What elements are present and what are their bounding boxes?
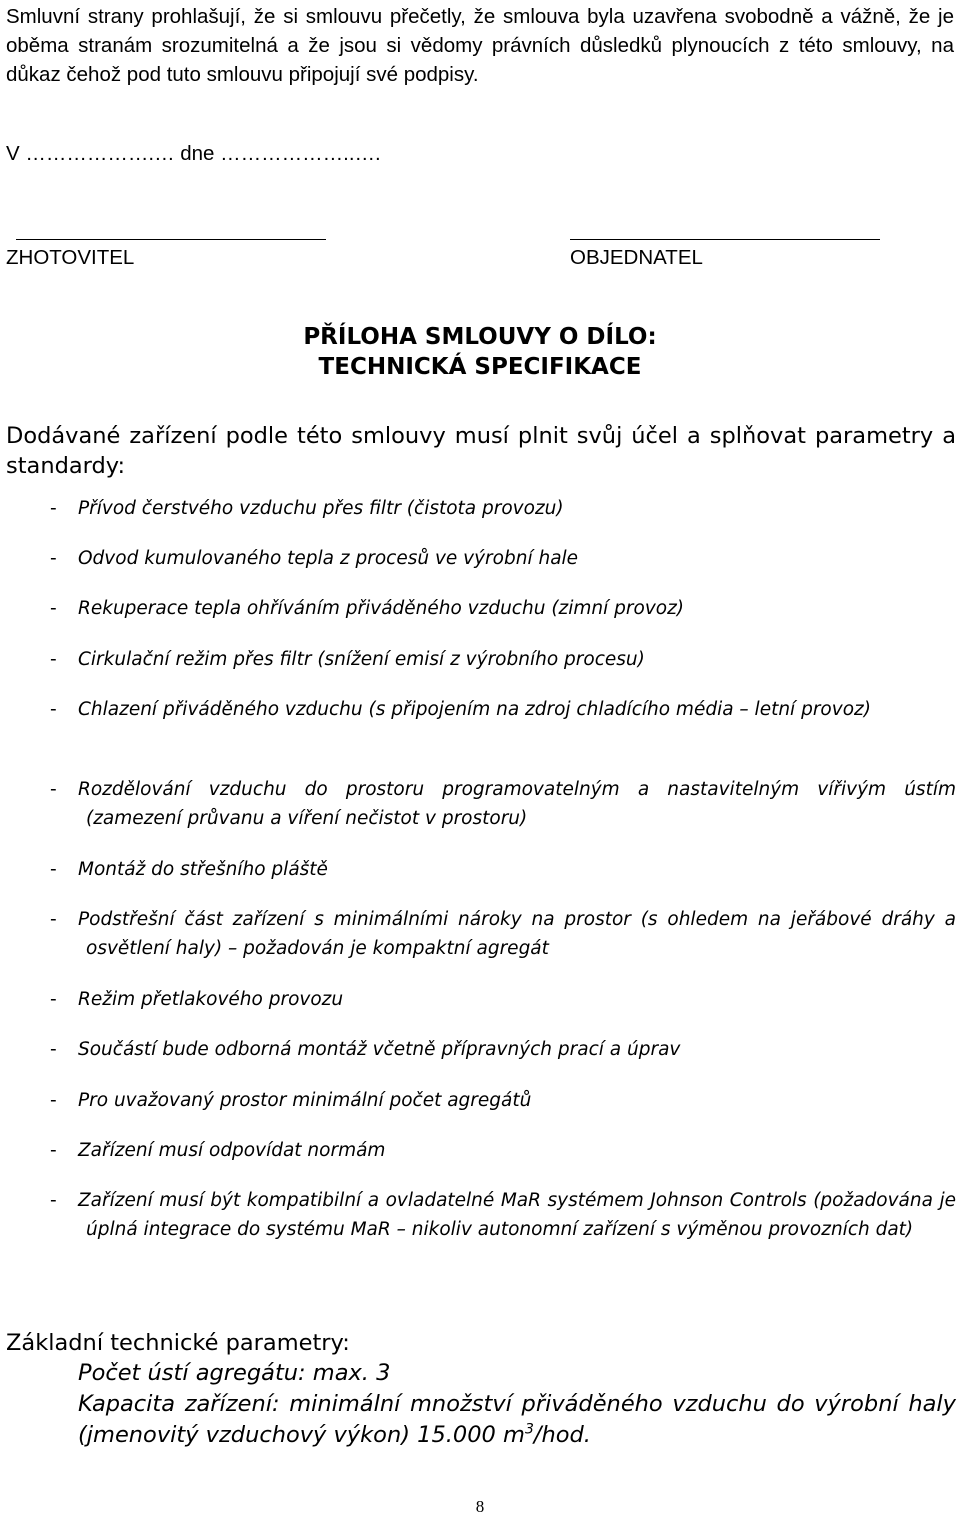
parameter-capacity [78,1389,956,1451]
list-dash: - [50,1140,57,1161]
lead-paragraph: Dodávané zařízení podle této smlouvy musí plnit svůj účel a splňovat parametry a standardy: [6,423,956,479]
list-item [50,985,956,1014]
list-dash: - [50,989,57,1010]
list-item-text: Rozdělování vzduchu do prostoru programovatelným a nastavitelným vířivým ústím (zamezení průvanu a víření nečistot v prostoru) [78,779,956,829]
parameters-title: Základní technické parametry: [6,1330,350,1356]
list-dash: - [50,779,57,800]
list-item [50,775,956,833]
list-dash: - [50,859,57,880]
list-item [50,905,956,963]
capacity-unit: /hod. [533,1422,591,1448]
capacity-text: Kapacita zařízení: minimální množství přiváděného vzduchu do výrobní haly (jmenovitý vzduchový výkon) 15.000 m [78,1391,956,1448]
contractor-label: ZHOTOVITEL [6,246,135,269]
list-item-text: Rekuperace tepla ohříváním přiváděného vzduchu (zimní provoz) [78,598,685,619]
list-item-text: Podstřešní část zařízení s minimálními nároky na prostor (s ohledem na jeřábové dráhy a osvětlení haly) – požadován je kompaktní agregát [78,909,956,959]
annex-title: PŘÍLOHA SMLOUVY O DÍLO: [303,324,657,350]
list-item [50,645,956,674]
list-item [50,1086,956,1115]
list-dash: - [50,649,57,670]
list-item-text: Zařízení musí být kompatibilní a ovladatelné MaR systémem Johnson Controls (požadována je úplná integrace do systému MaR – nikoliv autonomní zařízení s výměnou provozních dat) [78,1190,956,1240]
list-item-text: Režim přetlakového provozu [78,989,344,1010]
list-item-text: Montáž do střešního pláště [78,859,328,880]
list-item-text: Pro uvažovaný prostor minimální počet agregátů [78,1090,532,1111]
list-dash: - [50,1190,57,1211]
parameter-outlets: Počet ústí agregátu: max. 3 [78,1360,391,1386]
list-item [50,1186,956,1244]
page-number: 8 [475,1497,485,1516]
list-item-text: Chlazení přiváděného vzduchu (s připojením na zdroj chladícího média – letní provoz) [78,699,871,720]
list-item [50,855,956,884]
intro-paragraph: Smluvní strany prohlašují, že si smlouvu přečetly, že smlouva byla uzavřena svobodně a vážně, že je oběma stranám srozumitelná a že jsou si vědomy právních důsledků plynoucích z této smlouvy, na důkaz čehož pod tuto smlouvu připojují své podpisy. [6,5,954,86]
capacity-exponent: 3 [524,1421,534,1438]
list-dash: - [50,498,57,519]
list-dash: - [50,548,57,569]
list-dash: - [50,699,57,720]
list-dash: - [50,1039,57,1060]
list-item [50,494,956,523]
list-item-text: Odvod kumulovaného tepla z procesů ve výrobní hale [78,548,579,569]
list-dash: - [50,598,57,619]
place-date-line: V ……………….… dne ………………..…. [6,142,381,165]
client-label: OBJEDNATEL [570,246,703,269]
list-dash: - [50,909,57,930]
list-item-text: Součástí bude odborná montáž včetně přípravných prací a úprav [78,1039,681,1060]
list-item [50,1136,956,1165]
list-item [50,594,956,623]
annex-subtitle: TECHNICKÁ SPECIFIKACE [318,354,642,380]
list-item [50,544,956,573]
list-item-text: Zařízení musí odpovídat normám [78,1140,386,1161]
contractor-signature-line [16,239,326,240]
list-item [50,1035,956,1064]
list-dash: - [50,1090,57,1111]
list-item [50,695,956,724]
list-item-text: Cirkulační režim přes filtr (snížení emisí z výrobního procesu) [78,649,645,670]
list-item-text: Přívod čerstvého vzduchu přes filtr (čistota provozu) [78,498,564,519]
client-signature-line [570,239,880,240]
